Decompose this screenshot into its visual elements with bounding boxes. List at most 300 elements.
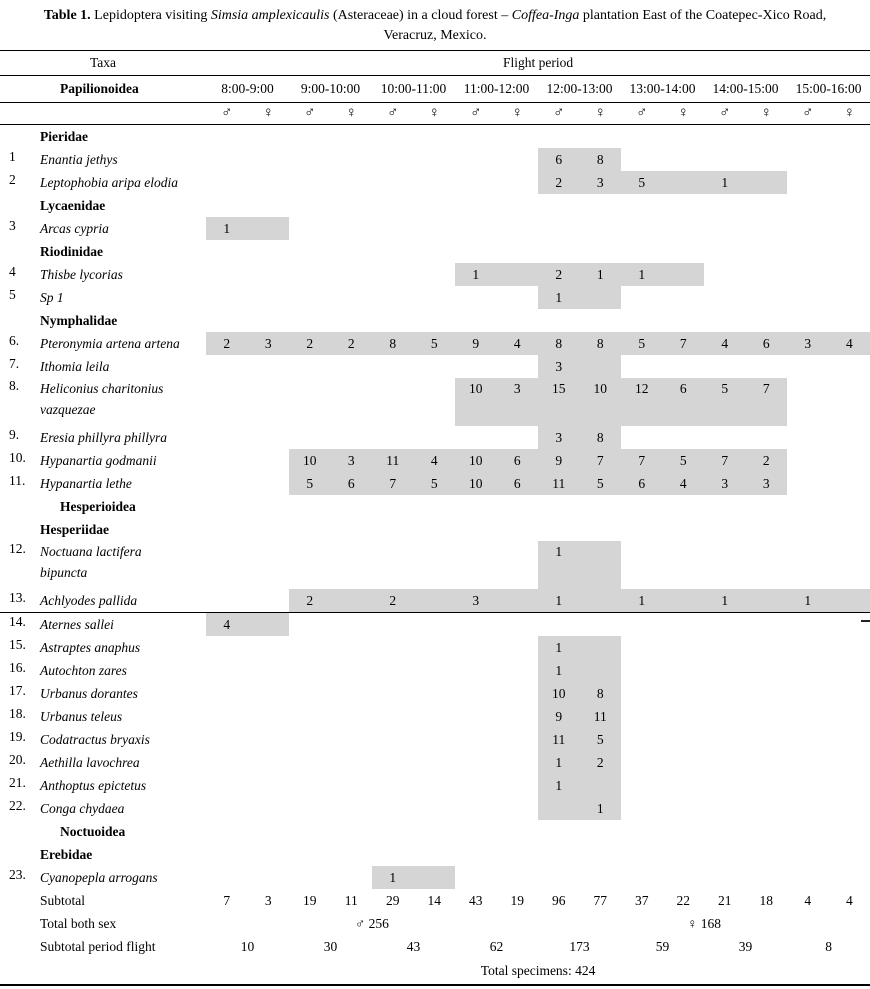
count-cell (414, 589, 456, 613)
species-name-wrap (0, 541, 206, 583)
count-cell: 1 (621, 589, 663, 613)
count-cell (746, 148, 788, 171)
period-total-cell: 59 (655, 938, 670, 954)
count-cell (372, 659, 414, 682)
count-cell (746, 866, 788, 889)
count-cell (746, 820, 788, 843)
count-cell: 3 (248, 332, 290, 355)
species-number: 11. (9, 473, 26, 488)
count-cell: 1 (538, 636, 580, 659)
species-number: 21. (9, 775, 26, 790)
subtotal-period-flight-row (0, 935, 870, 958)
count-cell (787, 659, 829, 682)
count-cell (704, 263, 746, 286)
count-cell: 5 (580, 728, 622, 751)
count-cell: 4 (829, 332, 870, 355)
count-cell (704, 728, 746, 751)
species-cell (0, 286, 206, 309)
species-name-wrap (0, 590, 206, 611)
count-cell (704, 286, 746, 309)
count-cell (331, 194, 373, 217)
count-cell (497, 636, 539, 659)
count-cell (663, 518, 705, 541)
count-cell (663, 751, 705, 774)
species-name: Conga chydaea (40, 801, 125, 816)
count-cell (289, 636, 331, 659)
count-cell (206, 518, 248, 541)
count-cell (746, 613, 788, 637)
count-cell (248, 378, 290, 426)
count-cell (248, 613, 290, 637)
species-name-wrap (0, 172, 206, 193)
count-cell (289, 217, 331, 240)
count-cell: 4 (414, 449, 456, 472)
count-cell (663, 589, 705, 613)
count-cell (289, 378, 331, 426)
count-cell (787, 495, 829, 518)
superfamily-row (0, 820, 870, 843)
count-cell (704, 148, 746, 171)
time-period-header: 14:00-15:00 (704, 76, 787, 103)
count-cell (746, 263, 788, 286)
count-cell (829, 820, 870, 843)
species-number: 4 (9, 264, 16, 279)
count-cell (538, 843, 580, 866)
count-cell (289, 125, 331, 149)
species-number: 13. (9, 590, 26, 605)
count-cell (704, 217, 746, 240)
count-cell (414, 659, 456, 682)
count-cell (414, 728, 456, 751)
count-cell (455, 426, 497, 449)
count-cell (206, 125, 248, 149)
count-cell: 11 (372, 449, 414, 472)
count-cell (206, 636, 248, 659)
count-cell: 10 (538, 682, 580, 705)
count-cell (829, 613, 870, 637)
count-cell (248, 263, 290, 286)
flight-period-header: Flight period (206, 51, 870, 76)
count-cell (829, 705, 870, 728)
count-cell (580, 309, 622, 332)
count-cell (248, 636, 290, 659)
count-cell (787, 240, 829, 263)
count-cell (580, 355, 622, 378)
table-caption-crop-name: Coffea-Inga (511, 8, 580, 23)
count-cell: 3 (538, 355, 580, 378)
count-cell: 4 (497, 332, 539, 355)
count-cell (455, 705, 497, 728)
taxa-column-header: Taxa (0, 51, 206, 76)
lepidoptera-table (0, 50, 870, 986)
count-cell: 3 (704, 472, 746, 495)
count-cell (455, 309, 497, 332)
count-cell (289, 613, 331, 637)
count-cell (455, 240, 497, 263)
count-cell (455, 636, 497, 659)
header-row-group-labels (0, 51, 870, 76)
count-cell (497, 194, 539, 217)
count-cell (248, 797, 290, 820)
count-cell (414, 286, 456, 309)
species-row (0, 148, 870, 171)
count-cell (497, 286, 539, 309)
family-row (0, 240, 870, 263)
count-cell (372, 843, 414, 866)
count-cell (787, 613, 829, 637)
count-cell: 6 (538, 148, 580, 171)
count-cell (331, 495, 373, 518)
species-name: Enantia jethys (40, 152, 118, 167)
count-cell (663, 843, 705, 866)
count-cell (704, 797, 746, 820)
count-cell (331, 728, 373, 751)
count-cell: 6 (497, 449, 539, 472)
count-cell (497, 541, 539, 589)
count-cell (746, 636, 788, 659)
count-cell (621, 820, 663, 843)
count-cell (746, 217, 788, 240)
count-cell (414, 843, 456, 866)
count-cell: 10 (580, 378, 622, 426)
count-cell (663, 636, 705, 659)
count-cell (787, 148, 829, 171)
subtotal-value-cell: 11 (344, 892, 358, 908)
count-cell (206, 820, 248, 843)
species-row (0, 378, 870, 426)
count-cell (663, 309, 705, 332)
count-cell (663, 217, 705, 240)
count-cell (455, 541, 497, 589)
male-total-cell: ♂ 256 (355, 915, 389, 931)
subtotal-value-cell: 96 (552, 892, 566, 908)
count-cell (206, 194, 248, 217)
count-cell (704, 820, 746, 843)
count-cell (414, 171, 456, 194)
count-cell (248, 774, 290, 797)
count-cell (497, 820, 539, 843)
count-cell (621, 355, 663, 378)
subtotal-value-cell: 22 (676, 892, 690, 908)
count-cell (414, 378, 456, 426)
count-cell (580, 286, 622, 309)
count-cell (787, 378, 829, 426)
species-number: 16. (9, 660, 26, 675)
species-row (0, 426, 870, 449)
count-cell: 10 (455, 449, 497, 472)
count-cell (455, 659, 497, 682)
count-cell (497, 866, 539, 889)
family-label: Pieridae (40, 128, 88, 144)
count-cell (746, 682, 788, 705)
count-cell: 8 (538, 332, 580, 355)
count-cell (248, 240, 290, 263)
count-cell (663, 728, 705, 751)
count-cell: 3 (455, 589, 497, 613)
count-cell: 2 (538, 263, 580, 286)
empty-corner-cell (0, 103, 206, 125)
count-cell (621, 682, 663, 705)
count-cell (248, 682, 290, 705)
species-number: 12. (9, 541, 26, 556)
count-cell (746, 541, 788, 589)
species-cell (0, 171, 206, 194)
count-cell: 1 (455, 263, 497, 286)
count-cell (497, 263, 539, 286)
count-cell (829, 240, 870, 263)
species-row (0, 472, 870, 495)
taxon-group-cell (0, 194, 206, 217)
species-number: 15. (9, 637, 26, 652)
count-cell (372, 378, 414, 426)
count-cell (746, 286, 788, 309)
count-cell (746, 728, 788, 751)
subtotal-period-label-cell (0, 935, 206, 958)
count-cell (746, 659, 788, 682)
count-cell (621, 866, 663, 889)
species-cell (0, 449, 206, 472)
count-cell (746, 171, 788, 194)
species-name-wrap (0, 637, 206, 658)
count-cell: 6 (331, 472, 373, 495)
count-cell: 2 (538, 171, 580, 194)
count-cell (580, 659, 622, 682)
count-cell (497, 125, 539, 149)
count-cell: 1 (206, 217, 248, 240)
count-cell (414, 636, 456, 659)
count-cell (372, 820, 414, 843)
count-cell: 11 (538, 472, 580, 495)
count-cell (372, 148, 414, 171)
table-caption-text-2: (Asteraceae) in a cloud forest – (329, 8, 512, 23)
species-number: 1 (9, 149, 16, 164)
count-cell (289, 518, 331, 541)
count-cell (829, 355, 870, 378)
count-cell (538, 820, 580, 843)
count-cell (538, 495, 580, 518)
subtotal-value-cell: 4 (804, 892, 812, 908)
period-total-cell: 39 (738, 938, 753, 954)
count-cell (704, 866, 746, 889)
count-cell (206, 148, 248, 171)
count-cell (497, 797, 539, 820)
species-name-wrap (0, 683, 206, 704)
count-cell (455, 217, 497, 240)
count-cell (829, 589, 870, 613)
count-cell (206, 472, 248, 495)
count-cell (414, 148, 456, 171)
count-cell (621, 125, 663, 149)
count-cell (829, 449, 870, 472)
count-cell (497, 613, 539, 637)
species-row (0, 636, 870, 659)
count-cell: 15 (538, 378, 580, 426)
count-cell (248, 355, 290, 378)
species-cell (0, 705, 206, 728)
count-cell (787, 843, 829, 866)
count-cell (331, 309, 373, 332)
count-cell (289, 659, 331, 682)
count-cell (331, 797, 373, 820)
count-cell: 7 (704, 449, 746, 472)
species-number: 9. (9, 427, 20, 442)
count-cell: 3 (787, 332, 829, 355)
species-name: Aethilla lavochrea (40, 755, 140, 770)
subtotal-value-cell: 19 (303, 892, 317, 908)
count-cell (331, 659, 373, 682)
count-cell (787, 426, 829, 449)
count-cell (248, 472, 290, 495)
female-symbol: ♀ (331, 103, 373, 125)
count-cell (289, 820, 331, 843)
species-name-wrap (0, 264, 206, 285)
subtotal-label: Subtotal (40, 892, 86, 908)
count-cell (372, 705, 414, 728)
female-symbol: ♀ (414, 103, 456, 125)
count-cell (621, 774, 663, 797)
count-cell (372, 682, 414, 705)
table-caption-line-2: Veracruz, Mexico. (383, 28, 487, 43)
species-row (0, 541, 870, 589)
count-cell (621, 705, 663, 728)
species-row (0, 659, 870, 682)
count-cell (372, 613, 414, 637)
count-cell (829, 728, 870, 751)
count-cell: 10 (455, 378, 497, 426)
count-cell: 6 (746, 332, 788, 355)
count-cell (497, 240, 539, 263)
species-number: 18. (9, 706, 26, 721)
count-cell (289, 240, 331, 263)
count-cell (787, 286, 829, 309)
count-cell (580, 843, 622, 866)
count-cell (331, 820, 373, 843)
count-cell: 1 (621, 263, 663, 286)
count-cell (331, 355, 373, 378)
species-number: 6. (9, 333, 20, 348)
count-cell (331, 682, 373, 705)
male-symbol: ♂ (289, 103, 331, 125)
count-cell (829, 148, 870, 171)
count-cell: 4 (663, 472, 705, 495)
species-name: Pteronymia artena artena (40, 336, 180, 351)
count-cell (663, 426, 705, 449)
species-number: 22. (9, 798, 26, 813)
count-cell (497, 217, 539, 240)
female-symbol: ♀ (746, 103, 788, 125)
species-cell (0, 682, 206, 705)
species-name-wrap (0, 427, 206, 448)
subtotal-period-label: Subtotal period flight (40, 938, 156, 954)
count-cell (746, 355, 788, 378)
female-symbol: ♀ (497, 103, 539, 125)
count-cell (372, 309, 414, 332)
female-symbol: ♀ (829, 103, 870, 125)
species-cell (0, 378, 206, 426)
species-row (0, 797, 870, 820)
count-cell (248, 171, 290, 194)
count-cell (248, 495, 290, 518)
count-cell: 8 (372, 332, 414, 355)
count-cell (372, 774, 414, 797)
count-cell (538, 309, 580, 332)
count-cell: 9 (538, 705, 580, 728)
count-cell: 5 (414, 472, 456, 495)
count-cell (331, 148, 373, 171)
count-cell (829, 309, 870, 332)
period-total-cell: 30 (323, 938, 338, 954)
count-cell (206, 286, 248, 309)
count-cell: 6 (497, 472, 539, 495)
count-cell (331, 263, 373, 286)
time-period-header: 9:00-10:00 (289, 76, 372, 103)
count-cell (289, 866, 331, 889)
count-cell (206, 797, 248, 820)
species-name-line-2: vazquezae (40, 402, 96, 417)
species-name-wrap (0, 867, 206, 888)
count-cell: 2 (746, 449, 788, 472)
count-cell: 1 (372, 866, 414, 889)
family-row (0, 309, 870, 332)
count-cell (621, 636, 663, 659)
count-cell (331, 541, 373, 589)
time-period-header: 10:00-11:00 (372, 76, 455, 103)
count-cell (206, 240, 248, 263)
species-row (0, 449, 870, 472)
count-cell: 5 (414, 332, 456, 355)
subtotal-value-cell: 7 (223, 892, 231, 908)
count-cell: 4 (206, 613, 248, 637)
count-cell (372, 263, 414, 286)
count-cell (497, 355, 539, 378)
count-cell: 5 (621, 332, 663, 355)
count-cell (829, 472, 870, 495)
count-cell (331, 125, 373, 149)
count-cell (497, 148, 539, 171)
count-cell (746, 774, 788, 797)
species-name-wrap (0, 752, 206, 773)
species-name-wrap (0, 356, 206, 377)
family-label: Lycaenidae (40, 197, 106, 213)
species-name: Cyanopepla arrogans (40, 870, 158, 885)
count-cell (704, 240, 746, 263)
period-total-cell: 10 (240, 938, 255, 954)
count-cell (621, 659, 663, 682)
count-cell (829, 797, 870, 820)
species-name-wrap (0, 614, 206, 635)
count-cell (704, 774, 746, 797)
species-row (0, 728, 870, 751)
species-name: Leptophobia aripa elodia (40, 175, 178, 190)
species-name: Autochton zares (40, 663, 127, 678)
species-cell (0, 751, 206, 774)
count-cell (704, 495, 746, 518)
count-cell (787, 866, 829, 889)
species-name-wrap (0, 473, 206, 494)
species-row (0, 751, 870, 774)
count-cell: 1 (538, 751, 580, 774)
count-cell (372, 125, 414, 149)
count-cell (289, 751, 331, 774)
count-cell (372, 171, 414, 194)
count-cell (497, 705, 539, 728)
count-cell (580, 240, 622, 263)
species-cell (0, 589, 206, 613)
count-cell (414, 541, 456, 589)
count-cell (746, 495, 788, 518)
count-cell (414, 797, 456, 820)
count-cell (538, 518, 580, 541)
